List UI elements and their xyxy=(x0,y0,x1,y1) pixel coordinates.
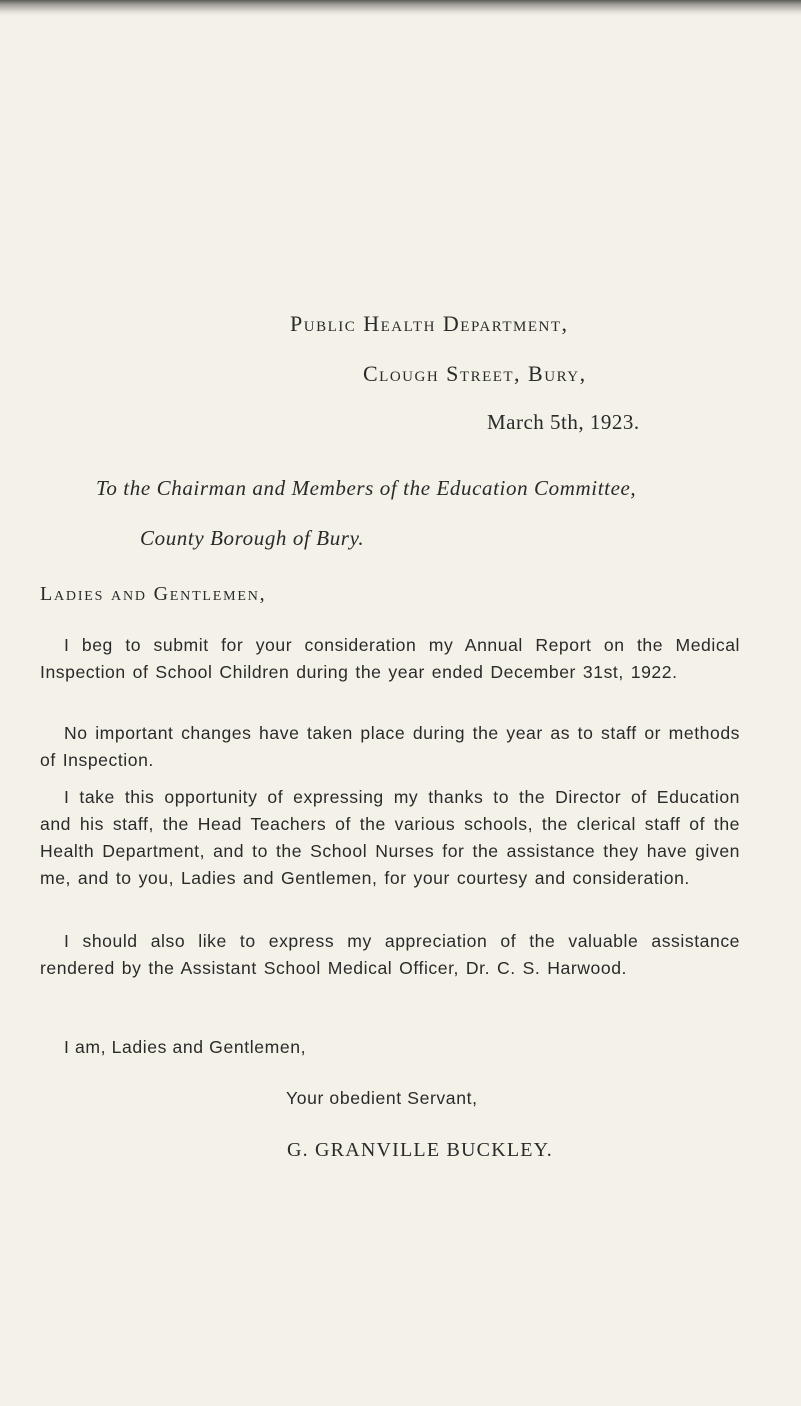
street-line: Clough Street, Bury, xyxy=(363,361,587,386)
paragraph-thanks: I take this opportunity of expressing my thanks to the Director of Education and his staff, the Head Teachers of the various schools, the clerical staff of the Health Department, and to the School Nurses for the assistance they have given me, and to you, Ladies and Gentlemen, for your courtesy and consideration. xyxy=(40,787,740,888)
closing-line-2: Your obedient Servant, xyxy=(286,1088,478,1108)
addressee-line-1: To the Chairman and Members of the Education Committee, xyxy=(96,476,637,500)
department-line: Public Health Department, xyxy=(290,311,569,336)
salutation: Ladies and Gentlemen, xyxy=(40,583,267,605)
addressee-line-2: County Borough of Bury. xyxy=(140,526,365,550)
letter-date: March 5th, 1923. xyxy=(487,410,640,434)
paragraph-report-submission: I beg to submit for your consideration my Annual Report on the Medical Inspection of School Children during the year ended December 31st, 1922. xyxy=(40,635,740,682)
paragraph-no-changes: No important changes have taken place during the year as to staff or methods of Inspection. xyxy=(40,723,740,770)
paragraph-appreciation: I should also like to express my appreciation of the valuable assistance rendered by the Assistant School Medical Officer, Dr. C. S. Harwood. xyxy=(40,931,740,978)
signature: G. GRANVILLE BUCKLEY. xyxy=(287,1139,553,1161)
closing-line-1: I am, Ladies and Gentlemen, xyxy=(64,1037,307,1057)
